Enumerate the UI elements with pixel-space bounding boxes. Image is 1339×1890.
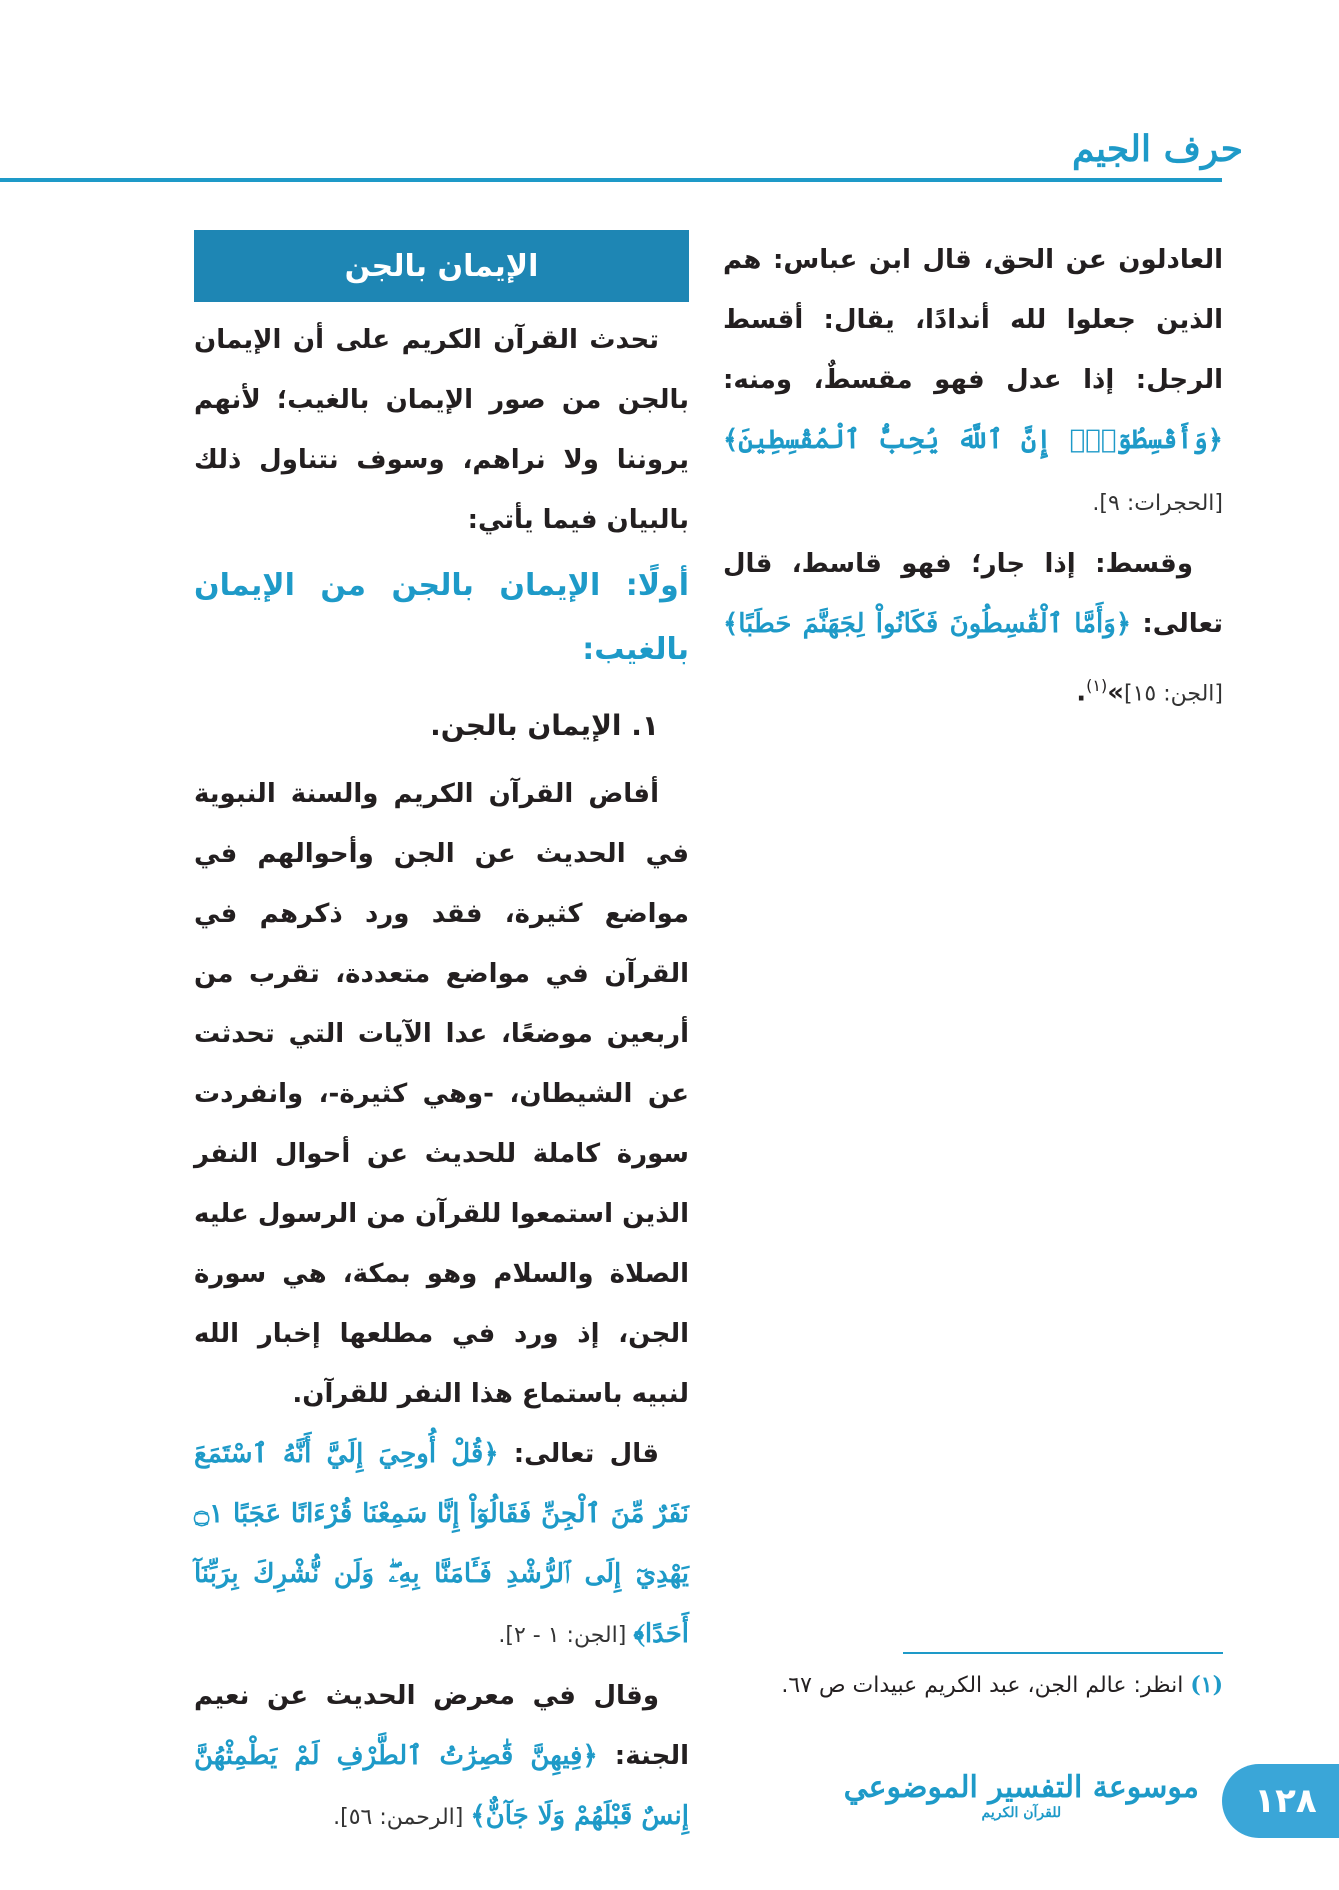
section-title-box — [194, 230, 689, 302]
footnote-marker[interactable]: (١) — [1086, 676, 1108, 695]
section-title: الإيمان بالجن — [344, 248, 539, 284]
footnote-rule — [903, 1652, 1223, 1654]
brand-title: موسوعة التفسير الموضوعي — [843, 1770, 1199, 1805]
page-number: ١٢٨ — [1254, 1781, 1317, 1821]
intro-paragraph: تحدث القرآن الكريم على أن الإيمان بالجن من صور الإيمان بالغيب؛ لأنهم يروننا ولا نراهم، وسوف نتناول ذلك بالبيان فيما يأتي: — [194, 325, 689, 535]
quote-intro: وقال في معرض الحديث عن نعيم الجنة: — [194, 1681, 689, 1771]
quran-verse: ﴿وَأَمَّا ٱلْقَٰسِطُونَ فَكَانُواْ لِجَهَنَّمَ حَطَبًا﴾ — [723, 609, 1132, 639]
paragraph-text: العادلون عن الحق، قال ابن عباس: هم الذين جعلوا لله أندادًا، يقال: أقسط الرجل: إذا عدل فهو مقسطٌ، ومنه: — [723, 245, 1223, 395]
subheading: أولًا: الإيمان بالجن من الإيمان بالغيب: — [194, 568, 689, 667]
right-column — [723, 230, 1223, 725]
footnote-number: (١) — [1190, 1672, 1223, 1698]
quote-paragraph-1 — [194, 1424, 689, 1666]
paragraph-aqsata — [723, 230, 1223, 534]
footnote-text: انظر: عالم الجن، عبد الكريم عبيدات ص ٦٧. — [781, 1673, 1191, 1698]
quran-verse: ﴿فِيهِنَّ قَٰصِرَٰتُ ٱلطَّرْفِ لَمْ يَطْمِثْهُنَّ إِنسٌ قَبْلَهُمْ وَلَا جَآنٌّ﴾ — [194, 1741, 689, 1831]
page-number-badge — [1222, 1764, 1339, 1838]
verse-reference: [الجن: ١ - ٢]. — [498, 1623, 634, 1648]
quran-verse: ﴿قُلْ أُوحِيَ إِلَيَّ أَنَّهُ ٱسْتَمَعَ نَفَرٌ مِّنَ ٱلْجِنِّ فَقَالُوٓاْ إِنَّا سَمِعْنَا قُرْءَانًا عَجَبًا ۝١ يَهْدِيٓ إِلَى ٱلرُّشْدِ فَـَٔامَنَّا بِهِۦۖ وَلَن نُّشْرِكَ بِرَبِّنَآ أَحَدًا﴾ — [194, 1439, 689, 1649]
left-column — [194, 230, 689, 1848]
running-header-title: حرف الجيم — [1072, 128, 1243, 170]
quote-intro: قال تعالى: — [498, 1439, 659, 1469]
quote-paragraph-2 — [194, 1666, 689, 1848]
closing-quote: » — [1107, 677, 1124, 708]
brand-subtitle: للقرآن الكريم — [981, 1805, 1062, 1821]
numbered-heading: ١. الإيمان بالجن. — [430, 709, 659, 742]
footnote — [723, 1665, 1223, 1706]
paragraph-text: وقسط: إذا جار؛ فهو قاسط، قال تعالى: — [723, 549, 1223, 639]
verse-reference: [الحجرات: ٩]. — [1092, 491, 1223, 516]
brand-logo — [844, 1770, 1199, 1821]
body-paragraph: أفاض القرآن الكريم والسنة النبوية في الحديث عن الجن وأحوالهم في مواضع كثيرة، فقد ورد ذكرهم في القرآن في مواضع متعددة، تقرب من أربعين موضعًا، عدا الآيات التي تحدثت عن الشيطان، -وهي كثيرة-، وانفردت سورة كاملة للحديث عن أحوال النفر الذين استمعوا للقرآن من الرسول عليه الصلاة والسلام وهو بمكة، هي سورة الجن، إذ ورد في مطلعها إخبار الله لنبيه باستماع هذا النفر للقرآن. — [194, 779, 689, 1409]
verse-reference: [الجن: ١٥] — [1124, 681, 1223, 707]
verse-reference: [الرحمن: ٥٦]. — [333, 1805, 471, 1830]
period: . — [1076, 677, 1087, 708]
quran-verse: ﴿وَأَقْسِطُوٓاْۖ إِنَّ ٱللَّهَ يُحِبُّ ٱلْمُقْسِطِينَ﴾ — [723, 425, 1223, 455]
paragraph-qasata — [723, 534, 1223, 725]
header-rule — [0, 178, 1222, 182]
